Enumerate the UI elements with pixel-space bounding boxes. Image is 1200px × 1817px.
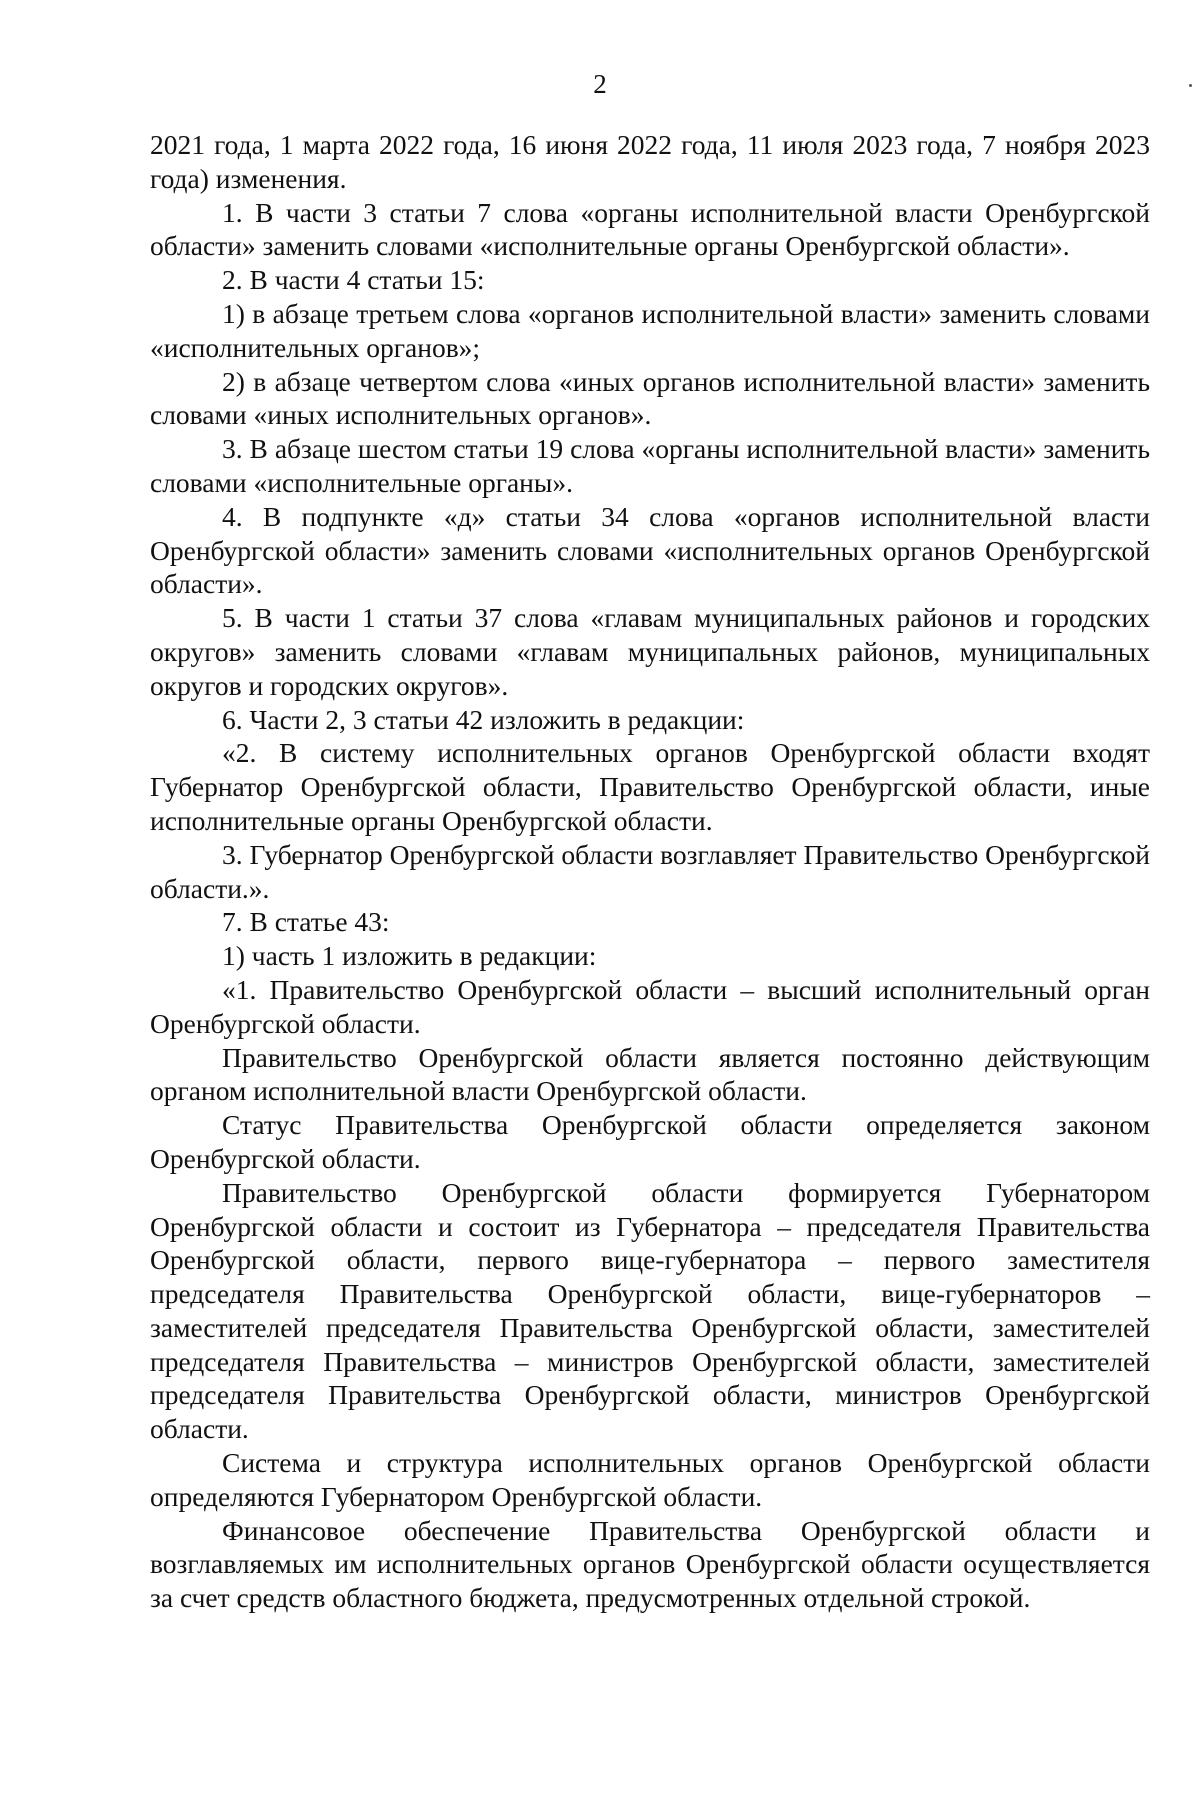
scan-dot-mark — [1189, 84, 1192, 87]
paragraph: 4. В подпункте «д» статьи 34 слова «органов исполнительной власти Оренбургской области» заменить словами «исполнительных органов Оренбургской области». — [150, 500, 1150, 600]
paragraph: Статус Правительства Оренбургской области определяется законом Оренбургской области. — [150, 1109, 1150, 1174]
paragraph: 1) в абзаце третьем слова «органов исполнительной власти» заменить словами «исполнительных органов»; — [150, 297, 1150, 363]
paragraph: 3. Губернатор Оренбургской области возглавляет Правительство Оренбургской области.». — [150, 838, 1150, 904]
paragraph: Финансовое обеспечение Правительства Оренбургской области и возглавляемых им исполнительных органов Оренбургской области осуществляется за счет средств областного бюджета, предусмотренных отдельной строкой. — [150, 1514, 1150, 1614]
paragraph: 3. В абзаце шестом статьи 19 слова «органы исполнительной власти» заменить словами «исполнительные органы». — [150, 433, 1150, 498]
paragraph: 2) в абзаце четвертом слова «иных органов исполнительной власти» заменить словами «иных исполнительных органов». — [150, 365, 1150, 431]
paragraph: Правительство Оренбургской области формируется Губернатором Оренбургской области и состоит из Губернатора – председателя Правительства Оренбургской области, первого вице-губернатора – первого заместителя председателя Правительства Оренбургской области, вице-губернаторов – заместителей председателя Правительства Оренбургской области, заместителей председателя Правительства – министров Оренбургской области, заместителей председателя Правительства Оренбургской области, министров Оренбургской области. — [150, 1176, 1150, 1445]
paragraph: 2. В части 4 статьи 15: — [222, 264, 485, 296]
paragraph: 2021 года, 1 марта 2022 года, 16 июня 2022 года, 11 июля 2023 года, 7 ноября 2023 года) изменения. — [150, 129, 1150, 194]
paragraph: 5. В части 1 статьи 37 слова «главам муниципальных районов и городских округов» заменить словами «главам муниципальных районов, муниципальных округов и городских округов». — [150, 602, 1150, 701]
paragraph: «2. В систему исполнительных органов Оренбургской области входят Губернатор Оренбургской области, Правительство Оренбургской области, иные исполнительные органы Оренбургской области. — [150, 737, 1150, 836]
document-body — [150, 128, 1150, 1615]
paragraph: 1) часть 1 изложить в редакции: — [222, 940, 597, 972]
paragraph: 1. В части 3 статьи 7 слова «органы исполнительной власти Оренбургской области» заменить словами «исполнительные органы Оренбургской области». — [150, 196, 1150, 262]
paragraph: «1. Правительство Оренбургской области – высший исполнительный орган Оренбургской области. — [150, 973, 1150, 1039]
paragraph: 6. Части 2, 3 статьи 42 изложить в редакции: — [222, 703, 745, 735]
paragraph: Правительство Оренбургской области является постоянно действующим органом исполнительной власти Оренбургской области. — [150, 1041, 1150, 1107]
paragraph: Система и структура исполнительных органов Оренбургской области определяются Губернатором Оренбургской области. — [150, 1447, 1150, 1512]
paragraph: 7. В статье 43: — [222, 906, 390, 938]
page-number: 2 — [593, 69, 607, 99]
